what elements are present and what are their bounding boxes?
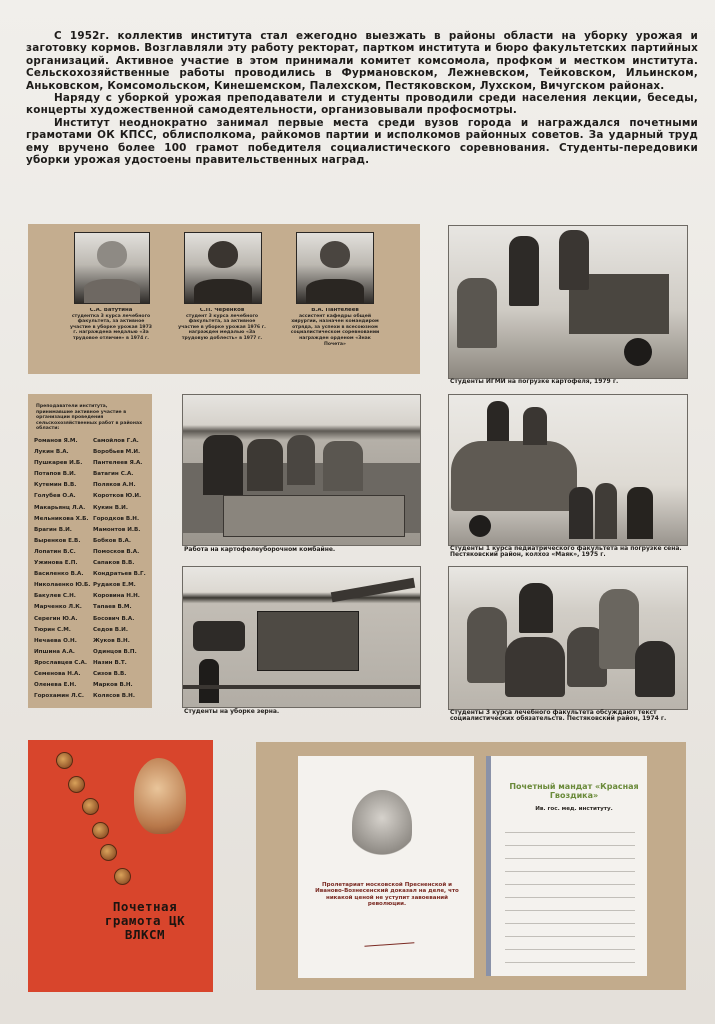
portrait-caption-1: С.А. Ватутина студентка 3 курса лечебного факультета, за активное участие в уборке урожая 1973 г. награждена медалью «За трудовое отличие» в 1974 г. <box>70 308 152 341</box>
teacher-name: Поляков А.Н. <box>93 482 136 489</box>
teacher-name: Николаенко Ю.Б. <box>34 582 91 589</box>
caption-discussion: Студенты 3 курса лечебного факультета обсуждают текст социалистических обязательств. Пестяковский район, 1974 г. <box>450 709 667 723</box>
teacher-name: Ужинова Е.П. <box>34 560 78 567</box>
handwritten-entries <box>505 820 635 970</box>
teacher-name: Ярославцев С.А. <box>34 659 87 666</box>
teacher-name: Макарьянц Л.А. <box>34 504 86 511</box>
intro-paragraph-2: Наряду с уборкой урожая преподаватели и студенты проводили среди населения лекции, беседы, концерты художественной самодеятельности, организовывали профосмотры. <box>26 92 698 117</box>
caption-hay-loading: Студенты 1 курса педиатрического факультета на погрузке сена. Пестяковский район, колхоз «Маяк», 1975 г. <box>450 545 682 559</box>
medal-icon <box>114 868 131 885</box>
portrait-vatutina <box>74 232 150 304</box>
lenin-portrait-icon <box>134 758 186 834</box>
teacher-name: Семенова Н.А. <box>34 670 81 677</box>
mandate-subtitle: Ив. гос. мед. институту. <box>535 806 613 812</box>
intro-text <box>26 30 698 166</box>
signature <box>364 930 415 946</box>
teacher-name: Марков В.Н. <box>93 682 133 689</box>
teachers-list-heading: Преподаватели института, принимавшие активное участие в организации проведения сельскохозяйственных работ в районах области: <box>36 404 143 432</box>
teacher-name: Оленева Е.Н. <box>34 682 77 689</box>
teacher-name: Потапов В.И. <box>34 471 76 478</box>
teachers-list-panel <box>28 394 152 708</box>
teacher-name: Сизов В.В. <box>93 670 127 677</box>
teacher-name: Помосков В.А. <box>93 548 140 555</box>
caption-grain: Студенты на уборке зерна. <box>184 708 280 715</box>
teacher-name: Воробьев М.И. <box>93 449 141 456</box>
teacher-name: Лукин В.А. <box>34 449 69 456</box>
teacher-name: Бобков В.А. <box>93 537 131 544</box>
red-certificate-title: Почетная грамота ЦК ВЛКСМ <box>104 899 186 942</box>
mandate-document <box>486 756 647 976</box>
teacher-name: Пантелеев Я.А. <box>93 460 143 467</box>
teacher-name: Выренков Е.В. <box>34 537 81 544</box>
teacher-name: Врагин В.И. <box>34 526 72 533</box>
teacher-name: Кукин В.И. <box>93 504 128 511</box>
portrait-panteleev <box>296 232 374 304</box>
teacher-name: Мельникова Х.Б. <box>34 515 89 522</box>
teacher-name: Кондратьев В.Г. <box>93 571 146 578</box>
quote-document <box>298 756 474 978</box>
teacher-name: Ипшина А.А. <box>34 648 75 655</box>
portrait-caption-3: В.А. Пантелеев ассистент кафедры общей хирургии, назначен командиром отряда, за успехи в всесоюзном социалистическом соревновании награжден орденом «Знак Почета» <box>290 308 380 347</box>
portrait-caption-2: С.П. Черенков студент 3 курса лечебного факультета, за активное участие в уборке урожая 1976 г. награжден медалью «За трудовую доблесть» в 1977 г. <box>178 308 266 341</box>
teacher-name: Бакулев С.Н. <box>34 593 76 600</box>
teacher-name: Седов В.И. <box>93 626 128 633</box>
medal-icon <box>92 822 109 839</box>
lenin-engraving-icon <box>352 790 412 860</box>
photo-harvester <box>182 394 421 546</box>
teacher-name: Лопатин В.С. <box>34 548 76 555</box>
teacher-name: Коровина Н.Н. <box>93 593 140 600</box>
teacher-name: Жуков В.Н. <box>93 637 130 644</box>
medal-icon <box>82 798 99 815</box>
teacher-name: Одинцов В.П. <box>93 648 137 655</box>
documents-frame <box>256 742 686 990</box>
teacher-name: Марченко Л.К. <box>34 604 82 611</box>
teacher-name: Тапаев В.М. <box>93 604 132 611</box>
medal-icon <box>68 776 85 793</box>
teacher-name: Василенко В.А. <box>34 571 84 578</box>
medal-icon <box>100 844 117 861</box>
quote-text: Пролетариат московской Пресненской и Иваново-Вознесенский доказал на деле, что никакой ценой не уступит завоеваний революции. <box>315 882 459 908</box>
medal-icon <box>56 752 73 769</box>
intro-paragraph-1: С 1952г. коллектив института стал ежегодно выезжать в районы области на уборку урожая и заготовку кормов. Возглавляли эту работу ректорат, партком института и бюро факультетских партийных организаций. Активное участие в этом принимали комитет комсомола, профком и местком института. Сельскохозяйственные работы проводились в Фурмановском, Лежневском, Тейковском, Ильинском, Аньковском, Комсомольском, Кинешемском, Палехском, Пестяковском, Лухском, Вичугском районах. <box>26 30 698 92</box>
teacher-name: Коротков Ю.И. <box>93 493 142 500</box>
teacher-name: Городков В.Н. <box>93 515 140 522</box>
teacher-name: Рудаков Е.М. <box>93 582 136 589</box>
teacher-name: Голубев О.А. <box>34 493 76 500</box>
teacher-name: Серегин Ю.А. <box>34 615 78 622</box>
photo-potato-loading <box>448 225 688 379</box>
teacher-name: Нечаева О.Н. <box>34 637 77 644</box>
photo-discussion <box>448 566 688 710</box>
teacher-name: Тюрин С.М. <box>34 626 71 633</box>
teacher-name: Ватагин С.А. <box>93 471 134 478</box>
intro-paragraph-3: Институт неоднократно занимал первые места среди вузов города и награждался почетными грамотами ОК КПСС, облисполкома, райкомов партии и исполкомов районных советов. За ударный труд ему вручено более 100 грамот победителя социалистического соревнования. Студенты-передовики уборки урожая удостоены правительственных наград. <box>26 116 698 167</box>
photo-hay-loading <box>448 394 688 546</box>
portrait-cherenkov <box>184 232 262 304</box>
teacher-name: Назин В.Т. <box>93 659 127 666</box>
teacher-name: Мамонтов И.В. <box>93 526 141 533</box>
photo-grain <box>182 566 421 708</box>
teacher-name: Колясов В.Н. <box>93 693 135 700</box>
red-certificate-vlksm <box>28 740 213 992</box>
teacher-name: Горохамин Л.С. <box>34 693 84 700</box>
teacher-name: Босович В.А. <box>93 615 135 622</box>
teacher-name: Пушкарев И.Б. <box>34 460 83 467</box>
teacher-name: Кутемин В.В. <box>34 482 77 489</box>
teacher-name: Самойлов Г.А. <box>93 438 139 444</box>
teacher-name: Сапаков В.В. <box>93 560 135 567</box>
portraits-panel <box>28 224 420 374</box>
caption-harvester: Работа на картофелеуборочном комбайне. <box>184 546 336 553</box>
caption-potato-loading: Студенты ИГМИ на погрузке картофеля, 1979 г. <box>450 378 619 385</box>
mandate-title: Почетный мандат «Красная Гвоздика» <box>509 782 639 800</box>
teacher-name: Романов Я.М. <box>34 438 78 444</box>
teachers-names <box>34 436 150 702</box>
